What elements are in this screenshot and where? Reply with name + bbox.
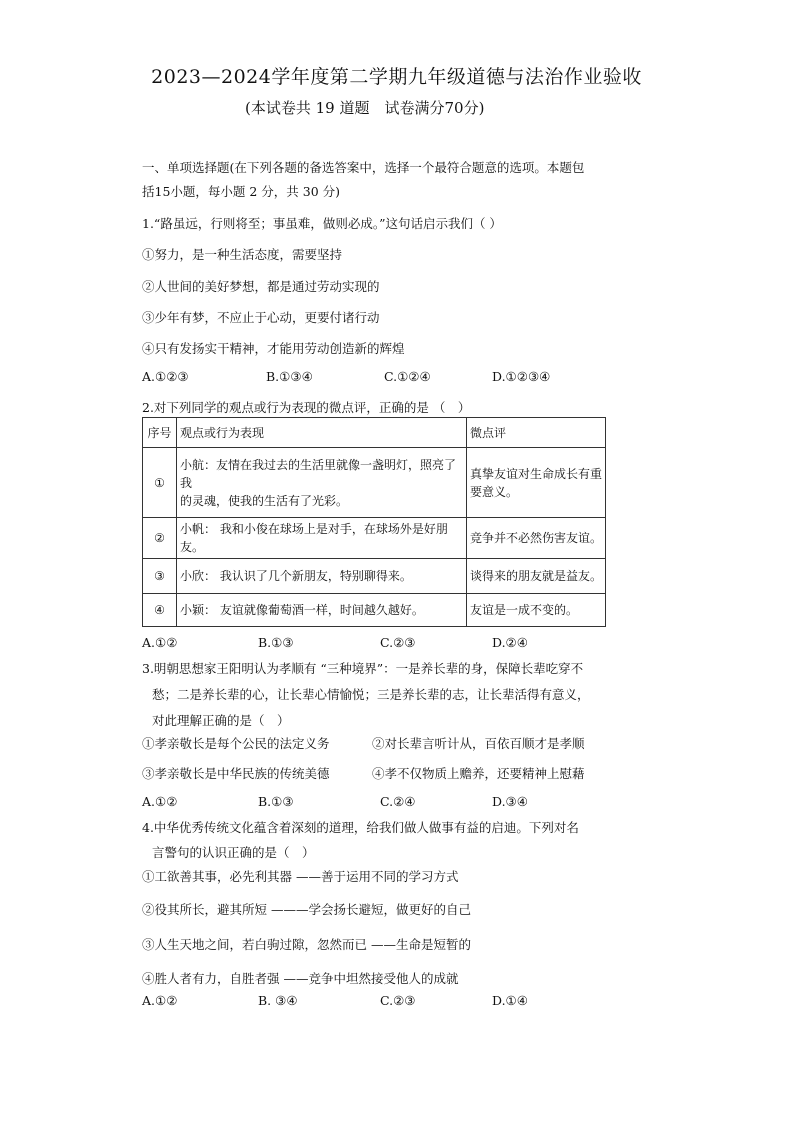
q1-item: ②人世间的美好梦想，都是通过劳动实现的 bbox=[142, 279, 380, 294]
q4-option-b: B. ③④ bbox=[258, 993, 298, 1008]
q2-option-b: B.①③ bbox=[258, 635, 294, 650]
table-header-cell: 观点或行为表现 bbox=[177, 418, 467, 448]
q4-stem-cont: 言警句的认识正确的是（ ） bbox=[152, 845, 315, 860]
q1-stem: 1.“路虽远，行则将至；事虽难，做则必成。”这句话启示我们（ ） bbox=[142, 216, 502, 231]
q4-item: ③人生天地之间，若白驹过隙，忽然而已 ——生命是短暂的 bbox=[142, 937, 471, 952]
row-text: 小帆： 我和小俊在球场上是对手，在球场外是好朋友。 bbox=[177, 518, 467, 559]
q3-option-b: B.①③ bbox=[258, 794, 294, 809]
table-row bbox=[143, 448, 606, 518]
table-header-cell: 序号 bbox=[143, 418, 177, 448]
q1-item: ④只有发扬实干精神，才能用劳动创造新的辉煌 bbox=[142, 341, 405, 356]
table-header-cell: 微点评 bbox=[467, 418, 606, 448]
row-text-line: 的灵魂，使我的生活有了光彩。 bbox=[180, 493, 349, 508]
q2-option-a: A.①② bbox=[142, 635, 178, 650]
row-text-line: 小航：友情在我过去的生活里就像一盏明灯，照亮了我 bbox=[180, 457, 457, 490]
table-row bbox=[143, 518, 606, 559]
q4-item: ②役其所长，避其所短 ———学会扬长避短，做更好的自己 bbox=[142, 902, 471, 917]
q4-option-c: C.②③ bbox=[380, 993, 416, 1008]
q4-stem: 4.中华优秀传统文化蕴含着深刻的道理，给我们做人做事有益的启迪。下列对名 bbox=[142, 820, 579, 835]
q3-item: ①孝亲敬长是每个公民的法定义务 bbox=[142, 736, 330, 751]
q1-option-a: A.①②③ bbox=[142, 369, 189, 384]
q3-option-a: A.①② bbox=[142, 794, 178, 809]
q3-option-c: C.②④ bbox=[380, 794, 416, 809]
q4-item: ①工欲善其事，必先利其器 ——善于运用不同的学习方式 bbox=[142, 869, 459, 884]
q2-option-d: D.②④ bbox=[492, 635, 528, 650]
table-row bbox=[143, 594, 606, 627]
q2-table bbox=[142, 417, 606, 627]
q2-option-c: C.②③ bbox=[380, 635, 416, 650]
q1-option-c: C.①②④ bbox=[384, 369, 431, 384]
row-number: ① bbox=[143, 448, 177, 518]
row-number: ③ bbox=[143, 559, 177, 594]
q3-stem-cont: 愁；二是养长辈的心，让长辈心情愉悦；三是养长辈的志，让长辈活得有意义， bbox=[152, 687, 590, 702]
row-number: ④ bbox=[143, 594, 177, 627]
row-text: 小欣： 我认识了几个新朋友，特别聊得来。 bbox=[177, 559, 467, 594]
table-row bbox=[143, 559, 606, 594]
q1-option-b: B.①③④ bbox=[266, 369, 313, 384]
row-comment: 谈得来的朋友就是益友。 bbox=[467, 559, 606, 594]
exam-title: 2023—2024学年度第二学期九年级道德与法治作业验收 bbox=[151, 66, 642, 88]
q3-item: ③孝亲敬长是中华民族的传统美德 bbox=[142, 766, 330, 781]
q4-option-d: D.①④ bbox=[492, 993, 528, 1008]
q3-option-d: D.③④ bbox=[492, 794, 528, 809]
q3-stem-cont: 对此理解正确的是（ ） bbox=[152, 713, 290, 728]
q4-option-a: A.①② bbox=[142, 993, 178, 1008]
row-comment: 竞争并不必然伤害友谊。 bbox=[467, 518, 606, 559]
row-number: ② bbox=[143, 518, 177, 559]
q3-item: ④孝不仅物质上赡养，还要精神上慰藉 bbox=[372, 766, 585, 781]
q3-stem: 3.明朝思想家王阳明认为孝顺有 “三种境界”：一是养长辈的身，保障长辈吃穿不 bbox=[142, 661, 584, 676]
q1-option-d: D.①②③④ bbox=[492, 369, 551, 384]
row-comment: 友谊是一成不变的。 bbox=[467, 594, 606, 627]
row-text bbox=[177, 448, 467, 518]
q1-item: ①努力，是一种生活态度，需要坚持 bbox=[142, 247, 343, 262]
q2-stem: 2.对下列同学的观点或行为表现的微点评，正确的是 （ ） bbox=[142, 400, 471, 415]
section-heading-cont: 括15小题，每小题 2 分，共 30 分) bbox=[142, 184, 341, 199]
q1-item: ③少年有梦，不应止于心动，更要付诸行动 bbox=[142, 310, 380, 325]
table-header-row bbox=[143, 418, 606, 448]
q4-item: ④胜人者有力，自胜者强 ——竞争中坦然接受他人的成就 bbox=[142, 971, 459, 986]
row-comment: 真挚友谊对生命成长有重要意义。 bbox=[467, 448, 606, 518]
row-text: 小颖： 友谊就像葡萄酒一样，时间越久越好。 bbox=[177, 594, 467, 627]
section-heading: 一、单项选择题(在下列各题的备选答案中，选择一个最符合题意的选项。本题包 bbox=[142, 160, 585, 175]
q3-item: ②对长辈言听计从，百依百顺才是孝顺 bbox=[372, 736, 585, 751]
exam-subtitle: (本试卷共 19 道题 试卷满分70分) bbox=[245, 99, 485, 117]
